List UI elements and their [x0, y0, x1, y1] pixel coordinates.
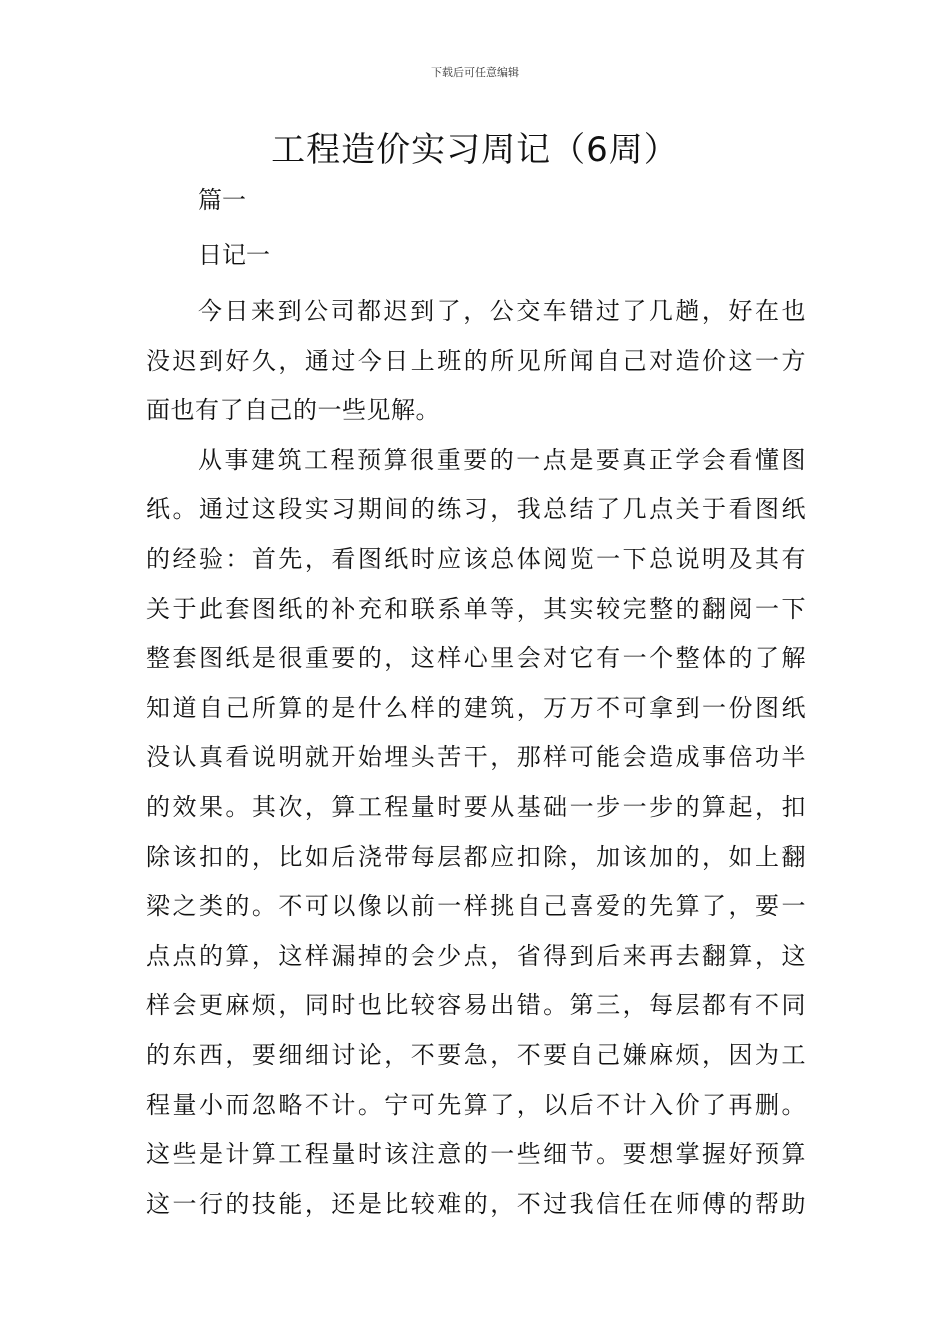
paragraph-line: 这一行的技能，还是比较难的，不过我信任在师傅的帮助 [146, 1189, 806, 1218]
paragraph-line: 点点的算，这样漏掉的会少点，省得到后来再去翻算，这 [146, 941, 806, 970]
paragraph-line: 除该扣的，比如后浇带每层都应扣除，加该加的，如上翻 [146, 842, 806, 871]
paragraph-line: 今日来到公司都迟到了，公交车错过了几趟，好在也 [198, 297, 806, 325]
page-header-note: 下载后可任意编辑 [431, 66, 519, 79]
paragraph-line: 的经验：首先，看图纸时应该总体阅览一下总说明及其有 [146, 544, 806, 573]
paragraph-line: 从事建筑工程预算很重要的一点是要真正学会看懂图 [198, 445, 806, 474]
paragraph-line: 这些是计算工程量时该注意的一些细节。要想掌握好预算 [146, 1140, 806, 1169]
paragraph-line: 梁之类的。不可以像以前一样挑自己喜爱的先算了，要一 [146, 892, 806, 921]
paragraph-line: 知道自己所算的是什么样的建筑，万万不可拿到一份图纸 [146, 693, 806, 722]
entry-heading: 日记一 [198, 241, 270, 269]
document-title: 工程造价实习周记（6周） [271, 130, 679, 170]
paragraph-line: 纸。通过这段实习期间的练习，我总结了几点关于看图纸 [146, 495, 806, 524]
paragraph-line: 关于此套图纸的补充和联系单等，其实较完整的翻阅一下 [146, 594, 806, 623]
paragraph-line: 的效果。其次，算工程量时要从基础一步一步的算起，扣 [146, 792, 806, 821]
paragraph-line: 样会更麻烦，同时也比较容易出错。第三，每层都有不同 [146, 991, 806, 1020]
paragraph-line: 程量小而忽略不计。宁可先算了，以后不计入价了再删。 [146, 1090, 806, 1119]
paragraph-line: 没认真看说明就开始埋头苦干，那样可能会造成事倍功半 [146, 743, 806, 772]
paragraph-1 [146, 287, 806, 436]
paragraph-2 [146, 436, 806, 1230]
paragraph-line: 面也有了自己的一些见解。 [146, 396, 440, 425]
paragraph-line: 整套图纸是很重要的，这样心里会对它有一个整体的了解 [146, 644, 806, 673]
paragraph-line: 的东西，要细细讨论，不要急，不要自己嫌麻烦，因为工 [146, 1040, 806, 1069]
paragraph-line: 没迟到好久，通过今日上班的所见所闻自己对造价这一方 [146, 346, 806, 375]
document-body [146, 177, 806, 1229]
section-heading: 篇一 [198, 186, 246, 214]
